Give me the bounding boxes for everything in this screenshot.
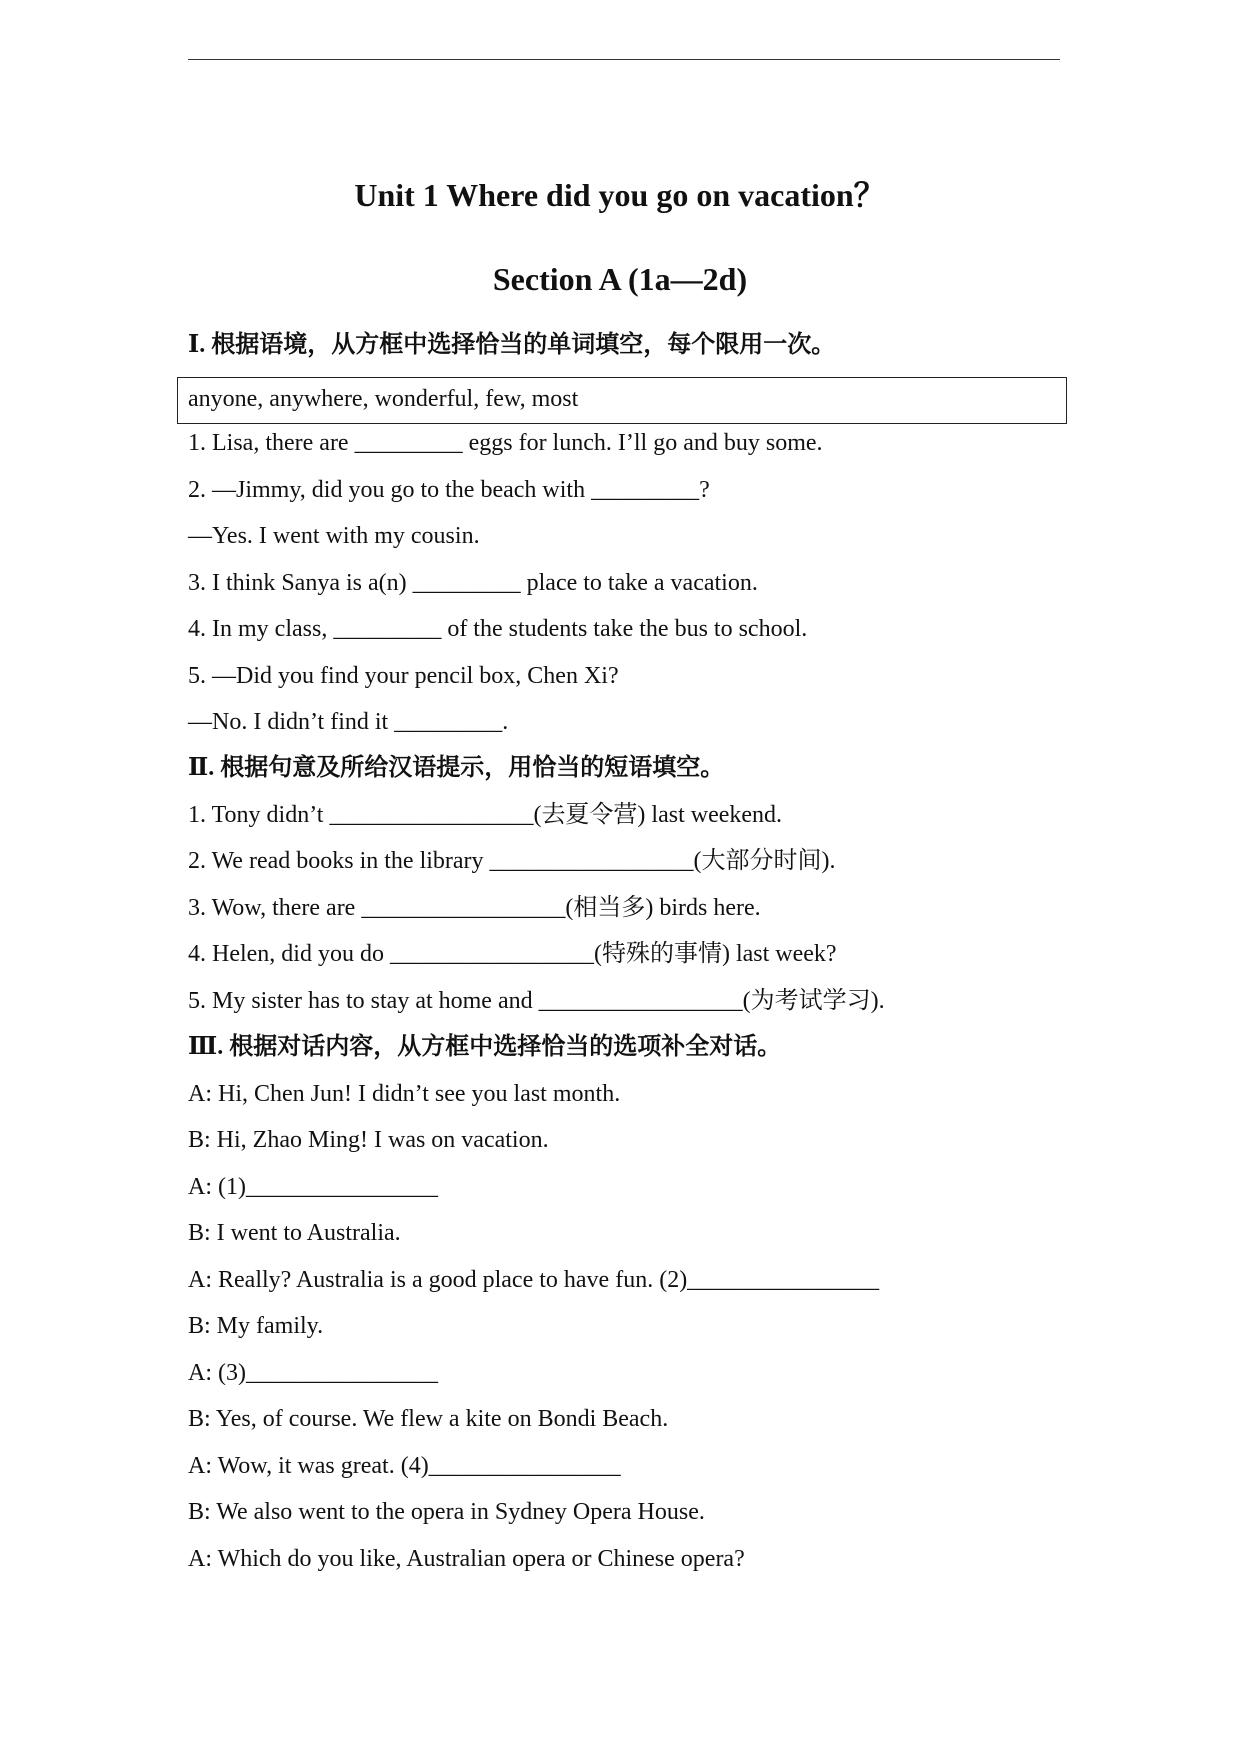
- part2-line-4: 4. Helen, did you do _________________(特殊的事情) last week?: [188, 941, 837, 967]
- dialogue-line-9: A: Wow, it was great. (4)________________: [188, 1453, 621, 1479]
- part1-heading: Ⅰ. 根据语境，从方框中选择恰当的单词填空，每个限用一次。: [188, 332, 836, 358]
- dialogue-line-3: A: (1)________________: [188, 1174, 438, 1200]
- part1-line-6: 5. —Did you find your pencil box, Chen Xi?: [188, 663, 619, 689]
- dialogue-line-6: B: My family.: [188, 1313, 324, 1339]
- part1-line-4: 3. I think Sanya is a(n) _________ place to take a vacation.: [188, 570, 758, 596]
- part3-heading: Ⅲ. 根据对话内容，从方框中选择恰当的选项补全对话。: [188, 1034, 782, 1060]
- part2-line-3: 3. Wow, there are _________________(相当多) birds here.: [188, 895, 761, 921]
- dialogue-line-4: B: I went to Australia.: [188, 1220, 401, 1246]
- dialogue-line-11: A: Which do you like, Australian opera or Chinese opera?: [188, 1546, 745, 1572]
- dialogue-line-8: B: Yes, of course. We flew a kite on Bondi Beach.: [188, 1406, 669, 1432]
- part1-line-5: 4. In my class, _________ of the students take the bus to school.: [188, 616, 808, 642]
- part2-line-2: 2. We read books in the library _________________(大部分时间).: [188, 848, 836, 874]
- part2-line-5: 5. My sister has to stay at home and _________________(为考试学习).: [188, 988, 885, 1014]
- dialogue-line-7: A: (3)________________: [188, 1360, 438, 1386]
- header-rule: [188, 59, 1060, 60]
- part1-line-3: —Yes. I went with my cousin.: [188, 523, 480, 549]
- part1-line-7: —No. I didn’t find it _________.: [188, 709, 509, 735]
- dialogue-line-10: B: We also went to the opera in Sydney Opera House.: [188, 1499, 705, 1525]
- page-title: Unit 1 Where did you go on vacation？: [354, 177, 886, 213]
- part1-line-1: 1. Lisa, there are _________ eggs for lunch. I’ll go and buy some.: [188, 430, 823, 456]
- word-box: [177, 377, 1067, 424]
- dialogue-line-2: B: Hi, Zhao Ming! I was on vacation.: [188, 1127, 549, 1153]
- section-subtitle: Section A (1a—2d): [492, 261, 748, 297]
- part2-line-1: 1. Tony didn’t _________________(去夏令营) last weekend.: [188, 802, 783, 828]
- part2-heading: Ⅱ. 根据句意及所给汉语提示，用恰当的短语填空。: [188, 755, 725, 781]
- dialogue-line-1: A: Hi, Chen Jun! I didn’t see you last month.: [188, 1081, 621, 1107]
- part1-line-2: 2. —Jimmy, did you go to the beach with _________?: [188, 477, 710, 503]
- word-box-words: anyone, anywhere, wonderful, few, most: [188, 386, 579, 412]
- dialogue-line-5: A: Really? Australia is a good place to have fun. (2)________________: [188, 1267, 880, 1293]
